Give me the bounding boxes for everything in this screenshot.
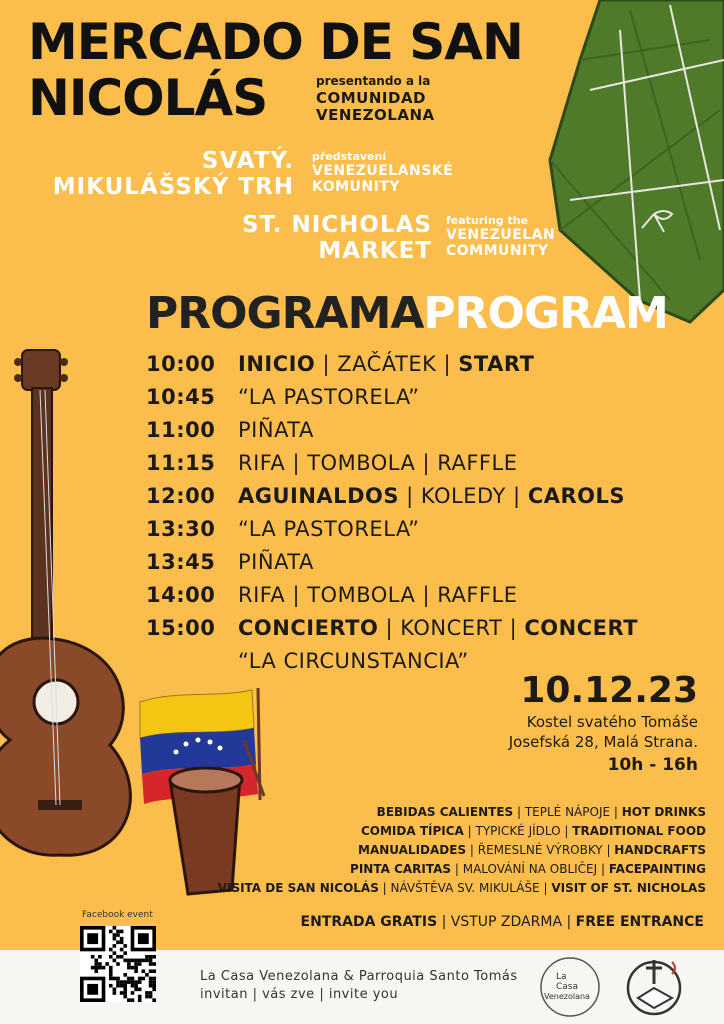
schedule-time: 12:00 xyxy=(146,484,216,508)
schedule-event xyxy=(238,649,469,682)
qr-code[interactable] xyxy=(80,926,156,1002)
text-segment: “LA PASTORELA” xyxy=(238,517,420,541)
schedule-row xyxy=(146,550,638,583)
text-segment: HOT DRINKS xyxy=(621,805,706,819)
schedule-time xyxy=(146,649,238,682)
text-segment: AGUINALDOS xyxy=(238,484,399,508)
presenting-english: featuring the VENEZUELAN COMMUNITY xyxy=(446,214,556,259)
text-segment: PIÑATA xyxy=(238,550,314,574)
schedule-time: 15:00 xyxy=(146,616,216,640)
text-segment: COMIDA TÍPICA xyxy=(360,824,464,838)
schedule-event xyxy=(238,550,314,583)
market-title-english: ST. NICHOLAS MARKET xyxy=(241,212,432,264)
text-segment: | TEPLÉ NÁPOJE | xyxy=(513,805,622,819)
text-segment: BEBIDAS CALIENTES xyxy=(376,805,514,819)
text-segment: TRADITIONAL FOOD xyxy=(572,824,706,838)
text-segment: “LA PASTORELA” xyxy=(238,385,420,409)
hallaca-illustration xyxy=(520,0,724,330)
text-segment: VISITA DE SAN NICOLÁS xyxy=(217,881,379,895)
parish-logo xyxy=(620,952,690,1018)
text-segment: CONCERT xyxy=(524,616,639,640)
organizers-text: La Casa Venezolana & Parroquia Santo Tomás invitan | vás zve | invite you xyxy=(200,969,518,1002)
feature-line xyxy=(218,879,706,898)
text-segment: FACEPAINTING xyxy=(608,862,706,876)
text-segment: CAROLS xyxy=(527,484,626,508)
text-segment: | NÁVŠTĚVA SV. MIKULÁŠE | xyxy=(378,881,552,895)
schedule-event xyxy=(238,352,534,385)
feature-line xyxy=(218,860,706,879)
text-segment: “LA CIRCUNSTANCIA” xyxy=(238,649,469,673)
schedule-row xyxy=(146,583,638,616)
schedule-row xyxy=(146,385,638,418)
text-segment: ENTRADA GRATIS xyxy=(300,914,438,930)
program-heading: PROGRAMAPROGRAM xyxy=(146,288,668,339)
schedule-time: 10:45 xyxy=(146,385,216,409)
schedule-event xyxy=(238,418,314,451)
market-title-czech: SVATÝ. MIKULÁŠSKÝ TRH xyxy=(52,148,294,200)
program-schedule xyxy=(146,352,638,682)
text-segment: PINTA CARITAS xyxy=(350,862,452,876)
text-segment: PIÑATA xyxy=(238,418,314,442)
text-segment: FREE ENTRANCE xyxy=(575,914,704,930)
schedule-row xyxy=(146,517,638,550)
text-segment: START xyxy=(458,352,535,376)
svg-text:Casa: Casa xyxy=(556,982,579,992)
event-hours: 10h - 16h xyxy=(607,755,698,775)
schedule-event xyxy=(238,484,625,517)
text-segment: VISIT OF ST. NICHOLAS xyxy=(551,881,706,895)
schedule-time: 14:00 xyxy=(146,583,216,607)
schedule-time: 11:00 xyxy=(146,418,216,442)
text-segment: | TYPICKÉ JÍDLO | xyxy=(463,824,573,838)
schedule-time: 11:15 xyxy=(146,451,216,475)
svg-text:Venezolana: Venezolana xyxy=(544,992,590,1001)
schedule-row xyxy=(146,352,638,385)
feature-line xyxy=(218,803,706,822)
schedule-row xyxy=(146,418,638,451)
schedule-row xyxy=(146,484,638,517)
text-segment: RIFA | TOMBOLA | RAFFLE xyxy=(238,583,518,607)
text-segment: | KOLEDY | xyxy=(398,484,528,508)
text-segment: INICIO xyxy=(238,352,316,376)
schedule-row xyxy=(146,451,638,484)
presenting-czech: představení VENEZUELANSKÉ KOMUNITY xyxy=(312,150,454,195)
text-segment: MANUALIDADES xyxy=(358,843,467,857)
text-segment: RIFA | TOMBOLA | RAFFLE xyxy=(238,451,518,475)
svg-text:La: La xyxy=(556,972,567,982)
schedule-event xyxy=(238,451,517,484)
text-segment: HANDCRAFTS xyxy=(614,843,706,857)
text-segment: | ŘEMESLNÉ VÝROBKY | xyxy=(466,843,615,857)
schedule-event xyxy=(238,385,420,418)
schedule-event xyxy=(238,517,420,550)
guitar-illustration xyxy=(0,340,150,860)
schedule-time: 13:30 xyxy=(146,517,216,541)
event-venue: Kostel svatého Tomáše Josefská 28, Malá Strana. xyxy=(508,713,698,751)
market-title-spanish: MERCADO DE SAN NICOLÁS xyxy=(28,13,523,127)
text-segment: | VSTUP ZDARMA | xyxy=(437,914,576,930)
text-segment: | KONCERT | xyxy=(378,616,525,640)
text-segment: CONCIERTO xyxy=(238,616,379,640)
feature-line xyxy=(218,822,706,841)
schedule-time: 13:45 xyxy=(146,550,216,574)
schedule-time: 10:00 xyxy=(146,352,216,376)
schedule-event xyxy=(238,583,517,616)
feature-list xyxy=(218,803,706,898)
schedule-event xyxy=(238,616,638,649)
free-entrance xyxy=(301,914,704,930)
feature-line xyxy=(218,841,706,860)
presenting-spanish: presentando a la COMUNIDAD VENEZOLANA xyxy=(316,74,435,124)
facebook-event-label: Facebook event xyxy=(82,910,153,920)
schedule-row xyxy=(146,616,638,649)
text-segment: | MALOVÁNÍ NA OBLIČEJ | xyxy=(451,862,609,876)
event-date: 10.12.23 xyxy=(520,670,698,711)
text-segment: | ZAČÁTEK | xyxy=(315,352,459,376)
casa-venezolana-logo xyxy=(538,955,602,1019)
